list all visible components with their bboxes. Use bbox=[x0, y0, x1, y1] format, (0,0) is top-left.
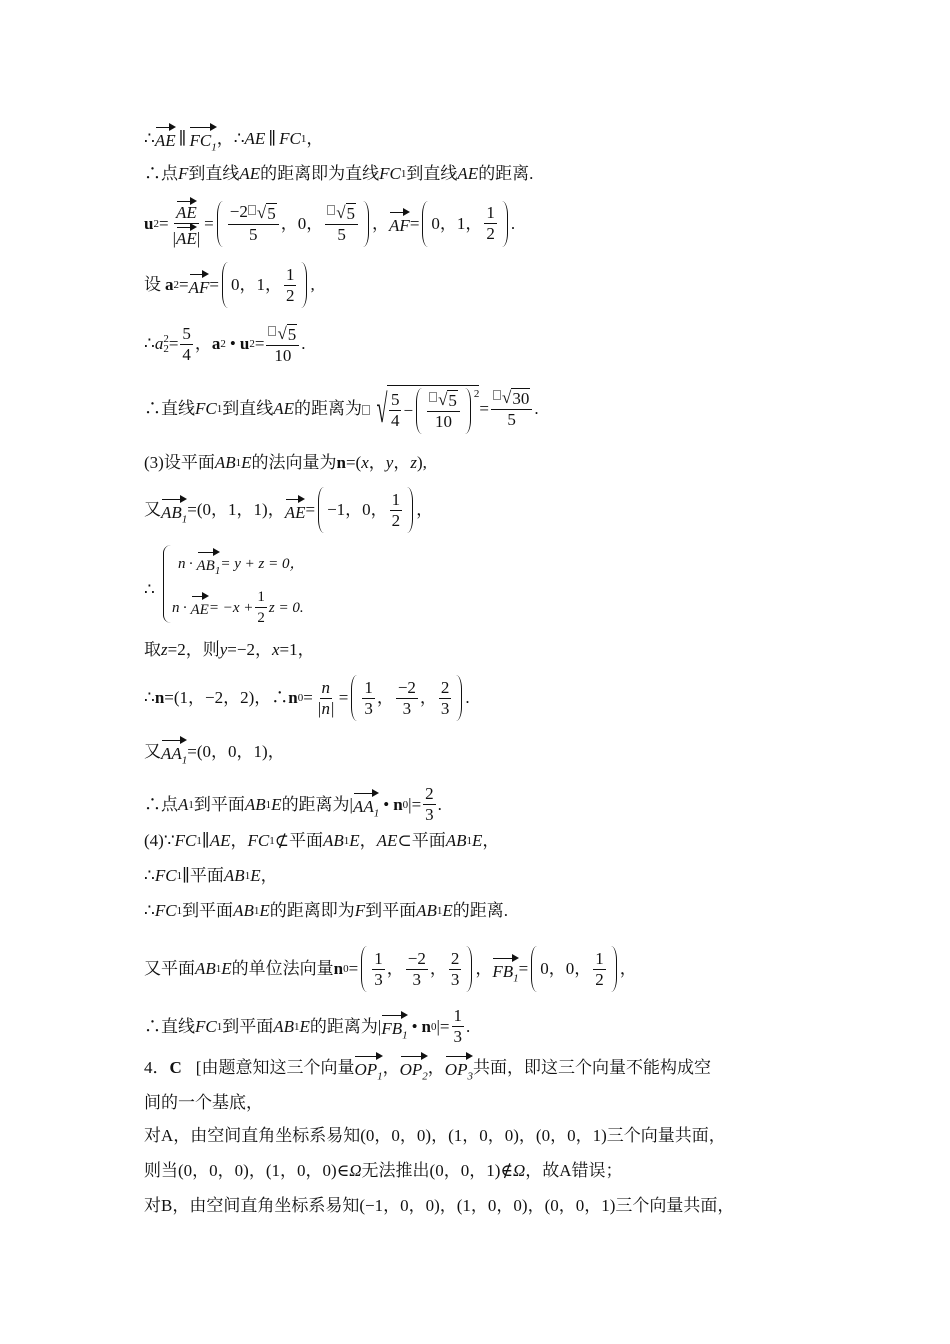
line-8: 又 $AB_1$ =(0，1，1)， AE = −1 ， 0 ， $\frac{1}{2}$ ， bbox=[144, 487, 433, 533]
line-12: ∴ n =(1，−2，2)，∴ n 0 = $\frac{n}{|n|}$ = $\frac{1}{3}$ ， $\frac{-2}{3}$ ， $\frac{2}{3}$ . bbox=[144, 675, 470, 721]
vector-fc1: $FC_1$ bbox=[189, 124, 216, 153]
equation-1: n · $AB_1$ = y + z = 0， bbox=[178, 549, 304, 578]
line-15: (4)∵ FC 1 ∥ AE ， FC 1 ⊄平面 AB 1 E ， AE ⊂平面 AB 1 E ， bbox=[144, 831, 500, 850]
line-3-unit-vector: u 2 = $\frac{AE}{|AE|}$ = −2 √ 5 5 ， 0 ， √ 5 5 ， AF = 0 ， 1 ， $\frac{1}{2}$ . bbox=[144, 198, 515, 249]
line-20-answer-4: 4． C [由题意知这三个向量 $OP_1$ ， $OP_2$ ， $OP_3$ 共面，即这三个向量不能构成空 bbox=[144, 1053, 711, 1082]
fraction-ae-over-norm: $\frac{AE}{|AE|}$ bbox=[171, 198, 203, 249]
answer-letter: C bbox=[169, 1057, 182, 1077]
therefore-sign: ∴ bbox=[144, 580, 155, 599]
line-21: 间的一个基底， bbox=[144, 1093, 263, 1112]
line-6: ∴直线 FC 1 到直线 AE 的距离为 √ $\frac{5}{4}$ − √ 5 10 2 = √ 30 5 . bbox=[144, 384, 539, 434]
vector-af: AF bbox=[389, 209, 410, 238]
equation-brace bbox=[163, 545, 172, 623]
vector-fb1: $FB_1$ bbox=[492, 955, 518, 984]
equation-2: n · AE = −x + $\frac{1}{2}$ z = 0. bbox=[172, 589, 304, 626]
line-24: 对B，由空间直角坐标系易知(−1，0，0)，(1，0，0)，(0，0，1)三个向量共面， bbox=[144, 1196, 735, 1215]
line-14: ∴点 A 1 到平面 AB 1 E 的距离为| $AA_1$ • n 0 |= $\frac{2}{3}$ . bbox=[144, 784, 442, 824]
line-16: ∴ FC 1 ∥平面 AB 1 E ， bbox=[144, 866, 278, 885]
line-7: (3)设平面 AB 1 E 的法向量为 n =( x ， y ， z ), bbox=[144, 453, 427, 472]
therefore-symbol: ∴ bbox=[144, 128, 155, 148]
line-17: ∴ FC 1 到平面 AB 1 E 的距离即为 F 到平面 AB 1 E 的距离. bbox=[144, 901, 509, 920]
line-19: ∴直线 FC 1 到平面 AB 1 E 的距离为| $FB_1$ • n 0 |= $\frac{1}{3}$ . bbox=[144, 1006, 471, 1046]
distance-radical: √ $\frac{5}{4}$ − √ 5 10 2 bbox=[362, 384, 479, 434]
line-11: 取 z =2，则 y =−2， x =1， bbox=[144, 640, 315, 659]
line-13: 又 $AA_1$ =(0，0，1)， bbox=[144, 737, 285, 766]
line-5: ∴ a 2 2 = $\frac{5}{4}$ ， a 2 • u 2 = √ 5 10 . bbox=[144, 323, 306, 365]
line-2: ∴点 F 到直线 AE 的距离即为直线 FC 1 到直线 AE 的距离. bbox=[144, 164, 534, 183]
vector-ae: AE bbox=[155, 124, 176, 153]
line-18: 又平面 AB 1 E 的单位法向量 n 0 = $\frac{1}{3}$ ， $\frac{-2}{3}$ ， $\frac{2}{3}$ ， $FB_1$ = 0 ， 0 ， $\frac{1}{2}$ ， bbox=[144, 946, 637, 992]
line-1: ∴ AE ∥ $FC_1$ ， ∴ AE ∥ FC 1 ， bbox=[144, 124, 323, 153]
parallel-symbol: ∥ bbox=[178, 128, 187, 148]
line-4: 设 a 2 = AF = 0 ， 1 ， $\frac{1}{2}$ , bbox=[144, 262, 315, 308]
vector-ab1: $AB_1$ bbox=[161, 496, 187, 525]
line-23: 则当(0，0，0)，(1，0，0)∈ Ω 无法推出(0，0，1)∉ Ω ，故A错误； bbox=[144, 1161, 623, 1180]
line-22: 对A，由空间直角坐标系易知(0，0，0)，(1，0，0)，(0，0，1)三个向量共面， bbox=[144, 1126, 726, 1145]
vector-ae: AE bbox=[285, 496, 306, 525]
vector-aa1: $AA_1$ bbox=[161, 737, 187, 766]
